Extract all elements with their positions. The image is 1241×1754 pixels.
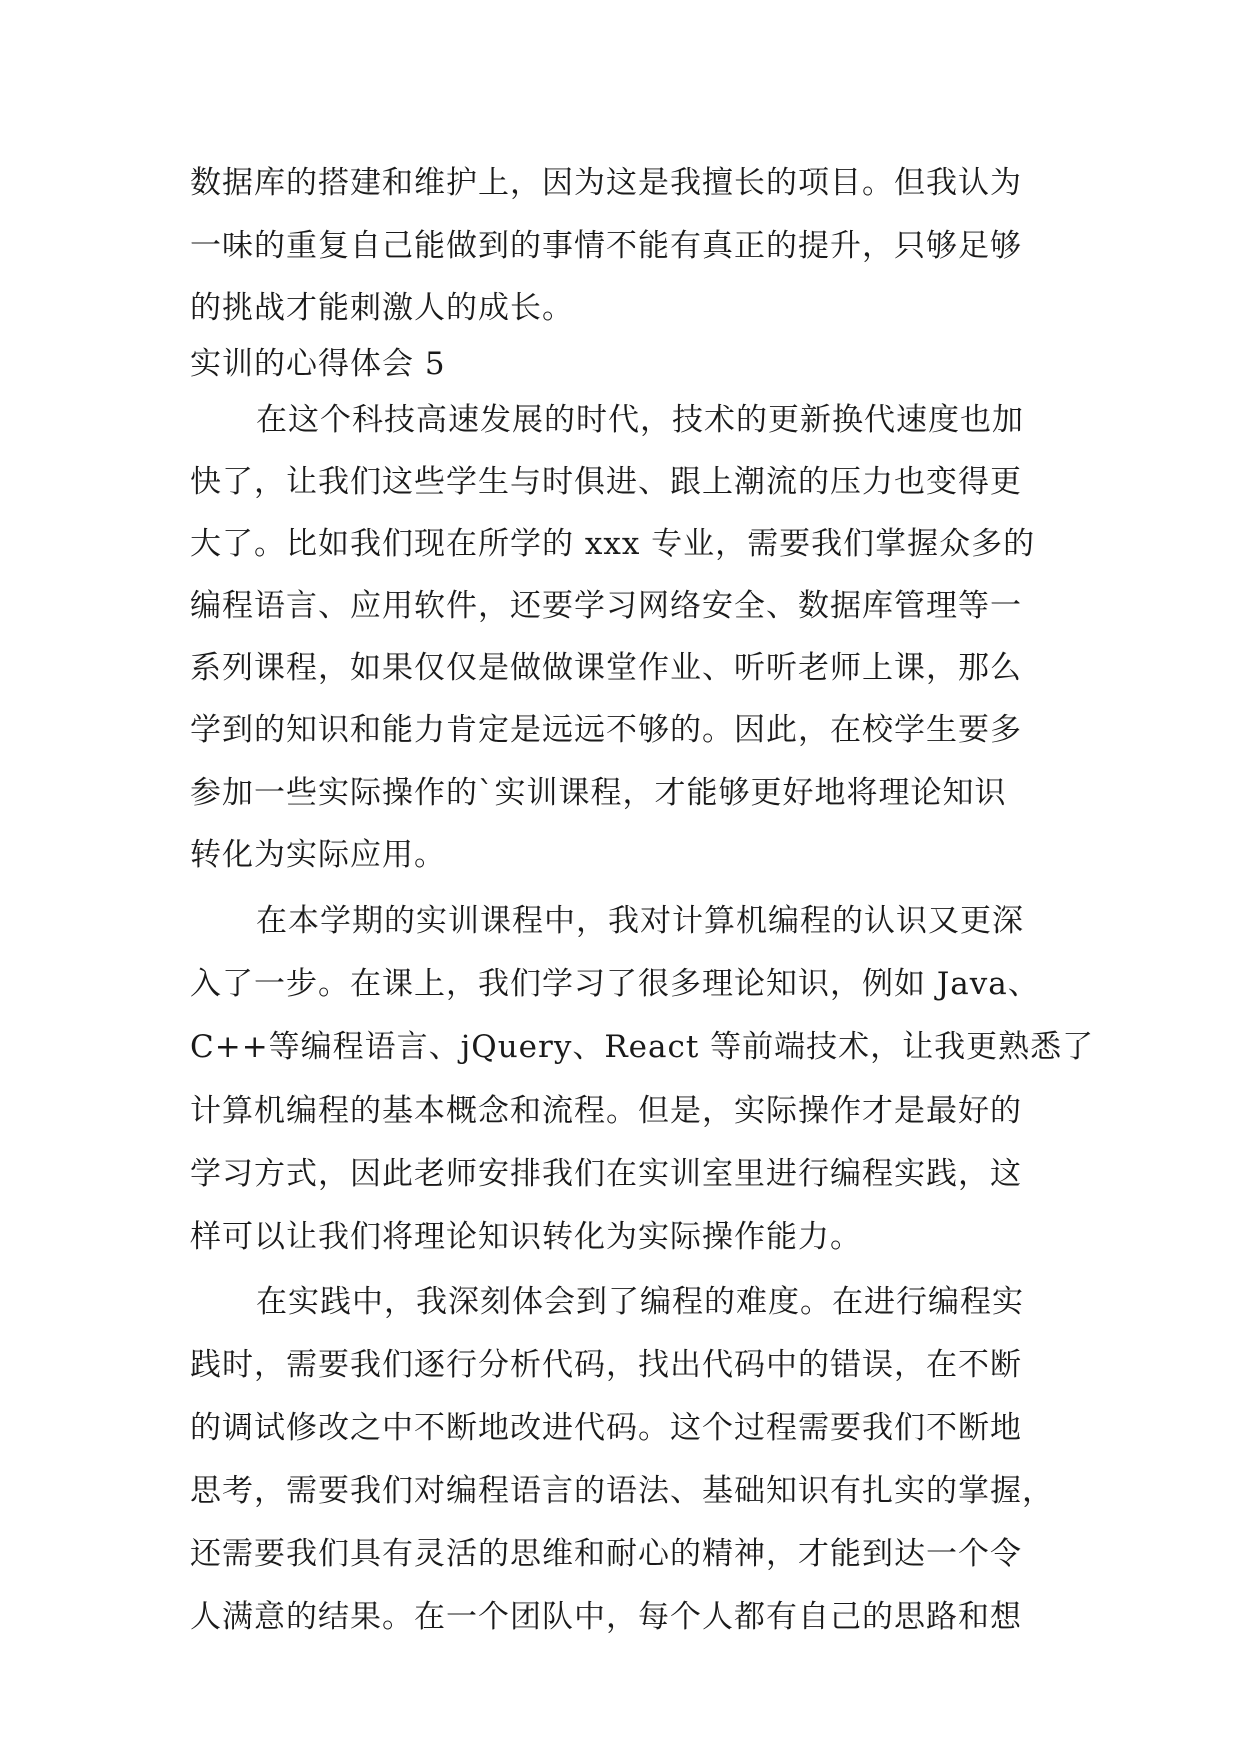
intro-line: 的挑战才能刺激人的成长。 (190, 290, 574, 326)
paragraph-line: 践时，需要我们逐行分析代码，找出代码中的错误，在不断 (190, 1347, 1022, 1383)
paragraph-line: 编程语言、应用软件，还要学习网络安全、数据库管理等一 (190, 588, 1022, 624)
paragraph-line: 的调试修改之中不断地改进代码。这个过程需要我们不断地 (190, 1410, 1022, 1446)
paragraph-line: 在这个科技高速发展的时代，技术的更新换代速度也加 (256, 402, 1024, 438)
paragraph-line: 系列课程，如果仅仅是做做课堂作业、听听老师上课，那么 (190, 650, 1022, 686)
paragraph-line: 在实践中，我深刻体会到了编程的难度。在进行编程实 (256, 1284, 1024, 1320)
paragraph-line: C++等编程语言、jQuery、React 等前端技术，让我更熟悉了 (190, 1029, 1095, 1065)
section-title: 实训的心得体会 5 (190, 346, 446, 382)
intro-line: 一味的重复自己能做到的事情不能有真正的提升，只够足够 (190, 228, 1022, 264)
paragraph-line: 学习方式，因此老师安排我们在实训室里进行编程实践，这 (190, 1156, 1022, 1192)
paragraph-line: 人满意的结果。在一个团队中，每个人都有自己的思路和想 (190, 1599, 1022, 1635)
paragraph-line: 样可以让我们将理论知识转化为实际操作能力。 (190, 1219, 862, 1255)
paragraph-line: 还需要我们具有灵活的思维和耐心的精神，才能到达一个令 (190, 1536, 1022, 1572)
paragraph-line: 快了，让我们这些学生与时俱进、跟上潮流的压力也变得更 (190, 464, 1022, 500)
paragraph-line: 转化为实际应用。 (190, 837, 446, 873)
paragraph-line: 学到的知识和能力肯定是远远不够的。因此，在校学生要多 (190, 712, 1022, 748)
paragraph-line: 在本学期的实训课程中，我对计算机编程的认识又更深 (256, 903, 1024, 939)
paragraph-line: 大了。比如我们现在所学的 xxx 专业，需要我们掌握众多的 (190, 526, 1036, 562)
paragraph-line: 入了一步。在课上，我们学习了很多理论知识，例如 Java、 (190, 966, 1040, 1002)
paragraph-line: 参加一些实际操作的`实训课程，才能够更好地将理论知识 (190, 775, 1007, 811)
paragraph-line: 思考，需要我们对编程语言的语法、基础知识有扎实的掌握， (190, 1473, 1054, 1509)
intro-line: 数据库的搭建和维护上，因为这是我擅长的项目。但我认为 (190, 165, 1022, 201)
paragraph-line: 计算机编程的基本概念和流程。但是，实际操作才是最好的 (190, 1093, 1022, 1129)
